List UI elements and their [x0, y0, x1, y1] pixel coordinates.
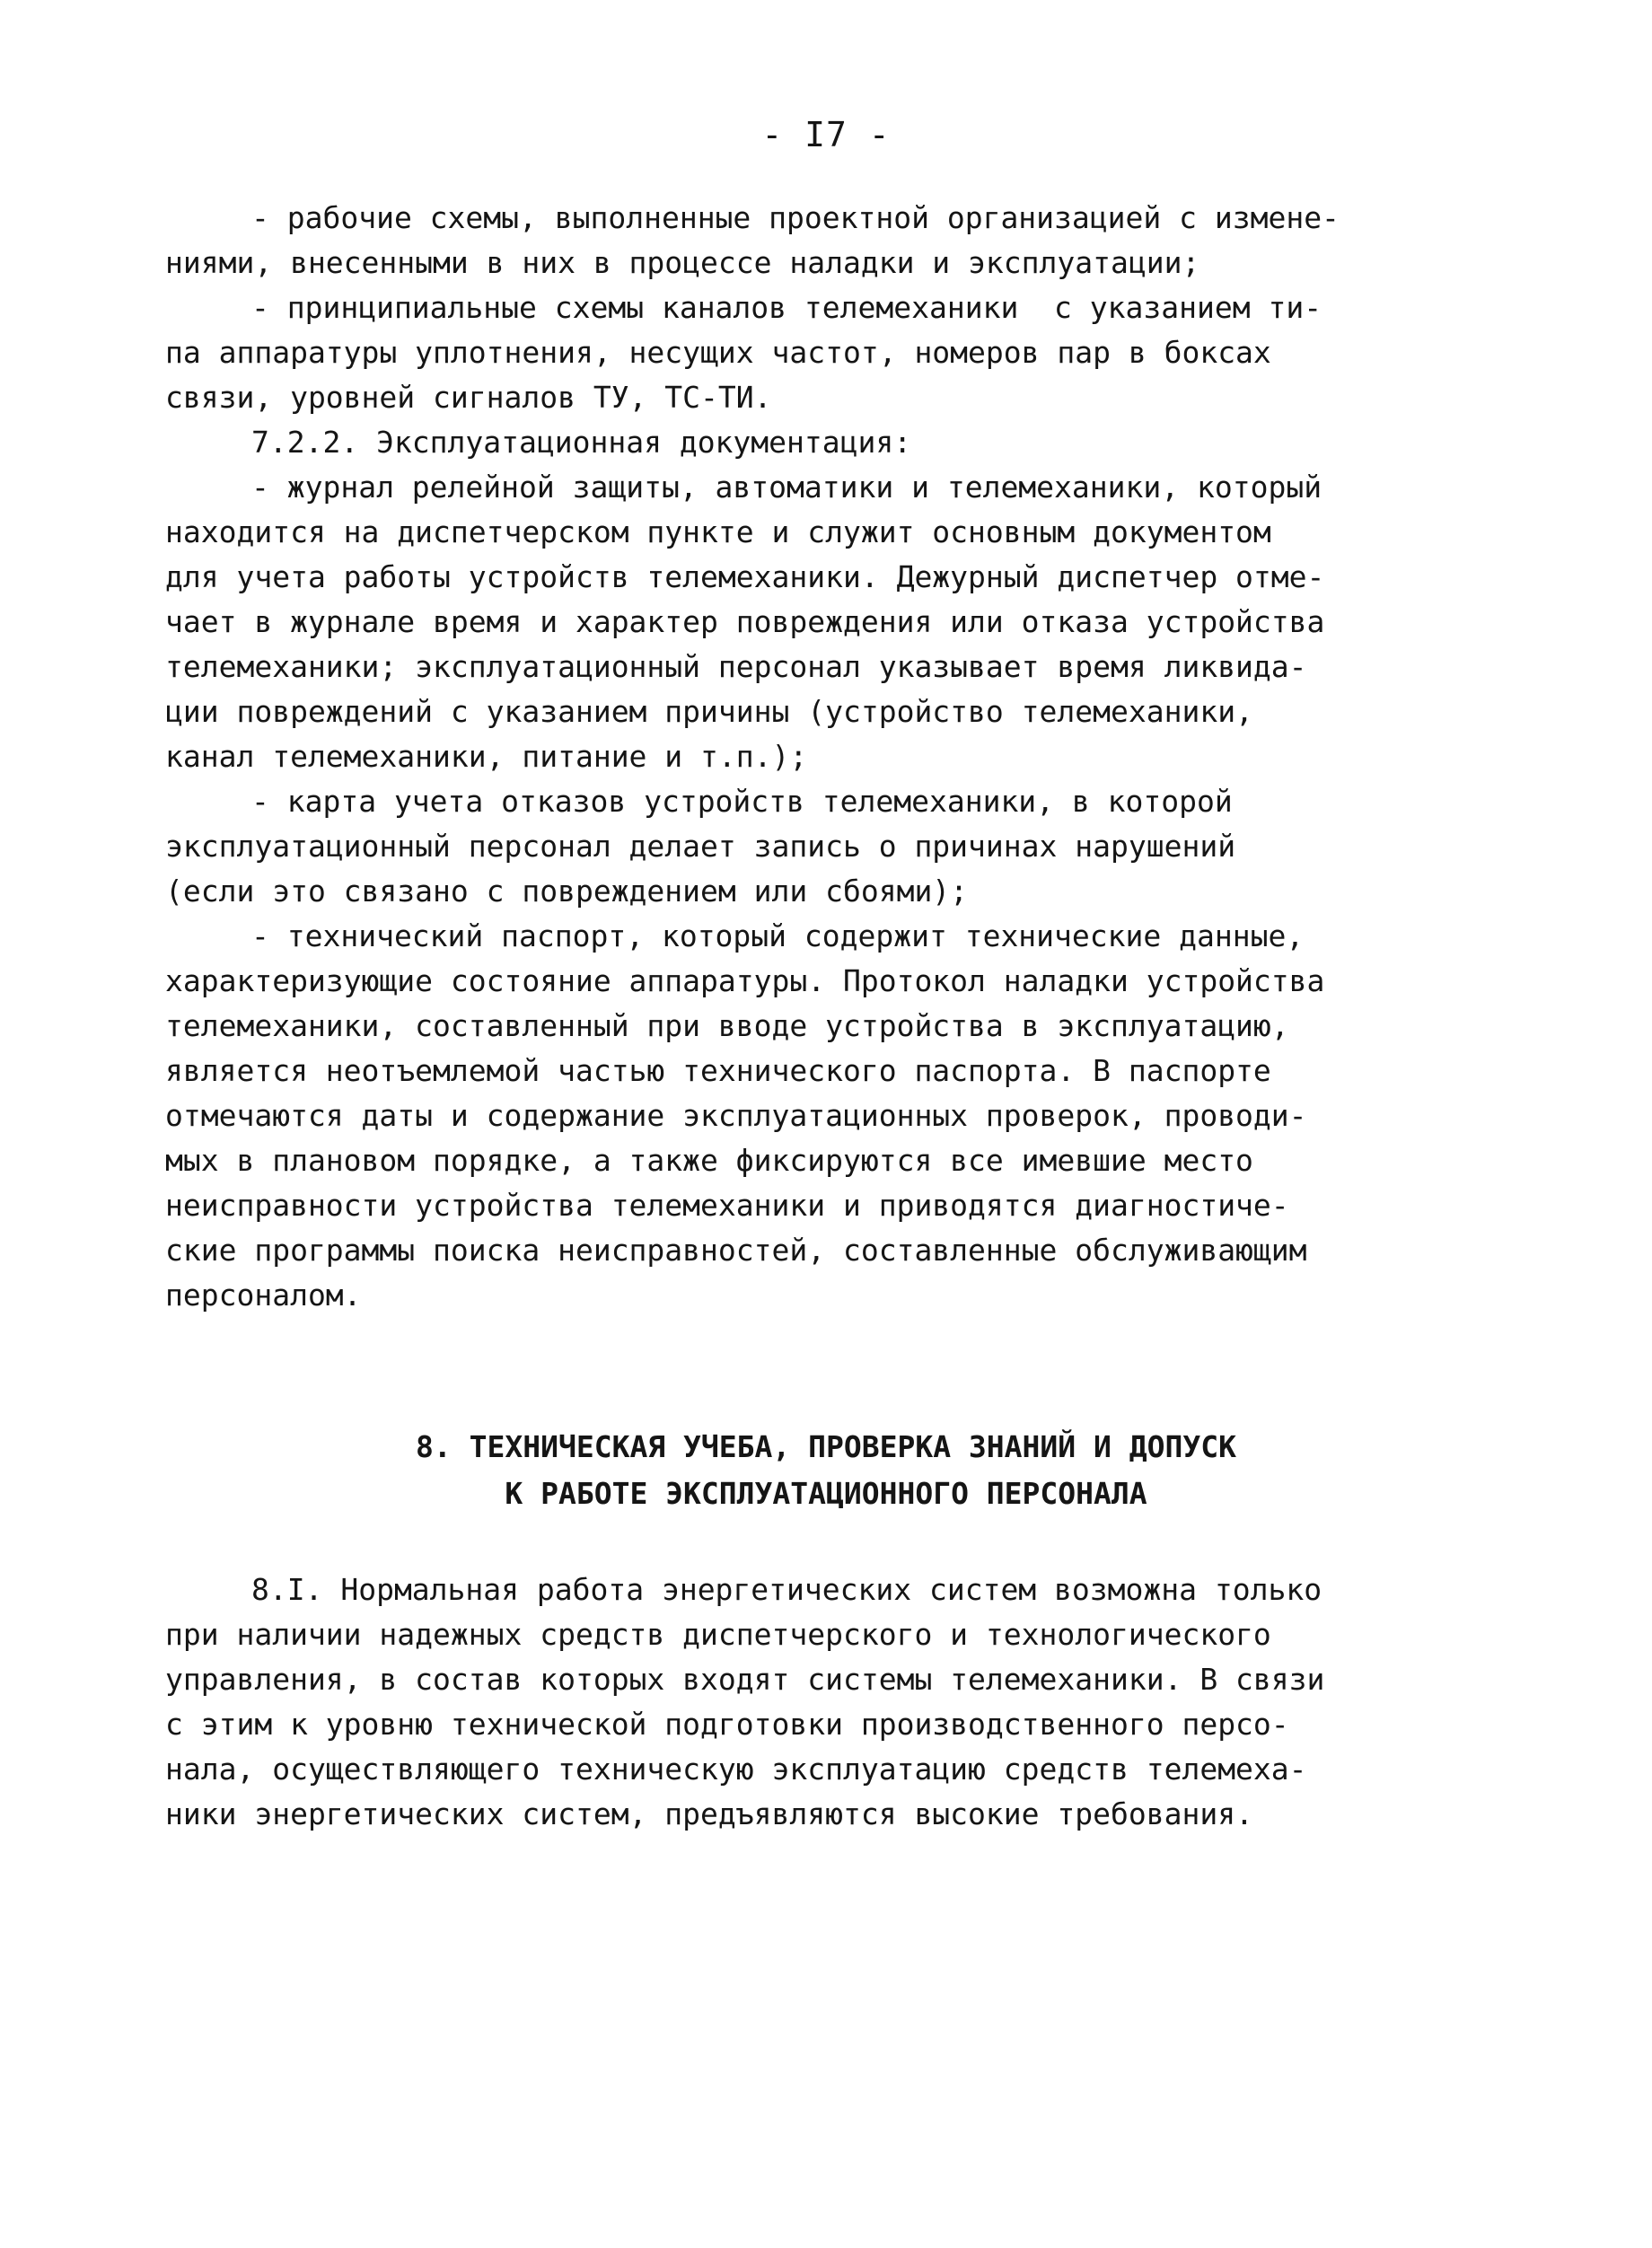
subsection-heading: 7.2.2. Эксплуатационная документация: — [251, 425, 912, 460]
text-line: характеризующие состояние аппаратуры. Протокол наладки устройства — [165, 963, 1325, 998]
text-line: эксплуатационный персонал делает запись о причинах нарушений — [165, 829, 1236, 864]
section-7-text — [165, 196, 1395, 1318]
text-line: канал телемеханики, питание и т.п.); — [165, 739, 808, 774]
text-line: является неотъемлемой частью технического паспорта. В паспорте — [165, 1053, 1271, 1088]
text-line: (если это связано с повреждением или сбоями); — [165, 874, 969, 909]
text-line: ские программы поиска неисправностей, составленные обслуживающим — [165, 1233, 1307, 1268]
text-line: для учета работы устройств телемеханики. Дежурный диспетчер отме- — [165, 559, 1325, 594]
text-line: мых в плановом порядке, а также фиксируются все имевшие место — [165, 1143, 1253, 1178]
text-line: - технический паспорт, который содержит технические данные, — [251, 918, 1305, 953]
text-line: телемеханики; эксплуатационный персонал указывает время ликвида- — [165, 649, 1307, 684]
text-line: телемеханики, составленный при вводе устройства в эксплуатацию, — [165, 1008, 1289, 1043]
text-line: находится на диспетчерском пункте и служит основным документом — [165, 514, 1271, 549]
text-line: 8.I. Нормальная работа энергетических систем возможна только — [251, 1572, 1322, 1607]
text-line: ники энергетических систем, предъявляются высокие требования. — [165, 1796, 1253, 1831]
text-line: нала, осуществляющего техническую эксплуатацию средств телемеха- — [165, 1752, 1307, 1787]
text-line: управления, в состав которых входят системы телемеханики. В связи — [165, 1662, 1325, 1697]
text-line: отмечаются даты и содержание эксплуатационных проверок, проводи- — [165, 1098, 1307, 1133]
text-line: связи, уровней сигналов ТУ, ТС-ТИ. — [165, 380, 772, 415]
page-number: - I7 - — [761, 115, 891, 154]
section-8-title-line-1: 8. ТЕХНИЧЕСКАЯ УЧЕБА, ПРОВЕРКА ЗНАНИЙ И ДОПУСК — [416, 1429, 1236, 1464]
section-8-title-line-2: К РАБОТЕ ЭКСПЛУАТАЦИОННОГО ПЕРСОНАЛА — [505, 1476, 1147, 1511]
text-line: чает в журнале время и характер повреждения или отказа устройства — [165, 604, 1325, 639]
text-line: ниями, внесенными в них в процессе наладки и эксплуатации; — [165, 245, 1200, 280]
text-line: - принципиальные схемы каналов телемеханики с указанием ти- — [251, 290, 1322, 325]
text-line: - карта учета отказов устройств телемеханики, в которой — [251, 784, 1233, 819]
section-8-text — [165, 1567, 1395, 1837]
text-line: - рабочие схемы, выполненные проектной организацией с измене- — [251, 200, 1340, 235]
text-line: неисправности устройства телемеханики и приводятся диагностиче- — [165, 1188, 1289, 1223]
text-line: - журнал релейной защиты, автоматики и телемеханики, который — [251, 470, 1322, 505]
text-line: ции повреждений с указанием причины (устройство телемеханики, — [165, 694, 1253, 729]
text-line: с этим к уровню технической подготовки производственного персо- — [165, 1707, 1289, 1742]
text-line: па аппаратуры уплотнения, несущих частот, номеров пар в боксах — [165, 335, 1271, 370]
text-line: персоналом. — [165, 1278, 362, 1313]
text-line: при наличии надежных средств диспетчерского и технологического — [165, 1617, 1271, 1652]
